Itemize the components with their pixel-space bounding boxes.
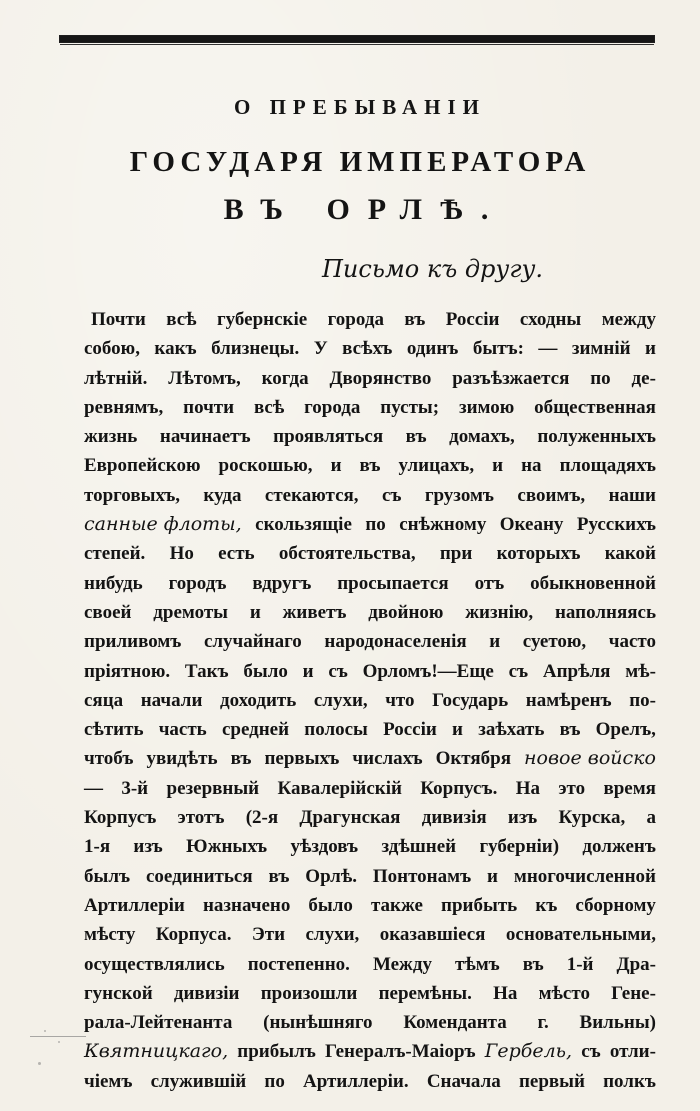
word: городъ [168,572,227,594]
word: Корпуса. [155,924,232,946]
word: торговыхъ, [84,484,181,506]
word: суетою, [522,631,587,653]
word: заѣхать [478,719,545,741]
word: въ [404,309,426,330]
word: своей [84,601,132,623]
paper-speck [58,1041,60,1043]
paper-speck [44,1030,46,1032]
word: бытъ: [472,338,524,360]
word: (2-я [245,807,279,829]
text-line [84,510,656,539]
word: проявляться [273,426,384,448]
word: резервный [166,777,260,799]
text-line [84,451,656,480]
word: степей. [84,543,146,565]
text-line [84,1008,656,1037]
text-line [84,305,656,334]
word: часто [608,631,656,653]
word: г. [537,1012,549,1034]
word: первый [518,1070,585,1092]
word: Коменданта [403,1012,507,1034]
word: слухи, [313,689,368,711]
word: перемѣны. [378,982,472,1004]
word: прибыть [441,894,518,916]
word: Такъ [184,660,229,682]
text-line [84,891,656,920]
word: съ [581,1041,601,1063]
word: и [492,455,504,477]
text-line [84,539,656,568]
word: намѣренъ [525,689,612,711]
word: (нынѣшняго [263,1012,373,1034]
word: въ [559,719,581,741]
word: когда [261,367,309,389]
word: живетъ [282,601,347,623]
word: и [302,660,314,682]
word: а [646,807,656,829]
word: и [249,601,261,623]
word: Лѣтомъ, [168,367,241,389]
paper-speck [38,1062,41,1065]
word: стекаются, [264,484,359,506]
word: увидѣть [146,748,218,770]
margin-mark [30,1036,86,1037]
word: сѣтить [84,719,144,741]
word: зимою [458,396,515,418]
word: нибудь [84,572,143,594]
word: первыхъ [264,748,340,770]
word: этотъ [177,807,225,829]
word: какъ [154,338,197,360]
word: — [84,777,103,799]
word: города [304,396,361,418]
word: жизнь [84,426,138,448]
word: Южныхъ [186,836,268,858]
word: сборному [575,894,656,916]
word: Между [372,953,432,975]
word: было [243,660,288,682]
word: оказавшіеся [379,924,486,946]
text-line [84,393,656,422]
word: двойною [368,601,444,623]
text-line [84,627,656,656]
word: На [515,777,540,799]
word: долженъ [582,836,656,858]
word: роскошью, [218,455,313,477]
word: обстоятельства, [278,543,416,565]
word: мѣсто [538,982,590,1004]
word: де- [631,367,656,389]
text-line [84,803,656,832]
word: къ [535,894,558,916]
word: съ [328,660,348,682]
word: Эти [251,924,286,946]
text-line [84,862,656,891]
word: Россіи [445,309,500,330]
word: наполняясь [554,601,656,623]
word: У [313,338,328,360]
text-line [84,569,656,598]
word: губерніи) [479,836,560,858]
word: рала-Лейтенанта [84,1012,233,1034]
word: обыкновенной [530,572,656,594]
text-line [84,715,656,744]
word: собою, [84,338,140,360]
word: Кавалерійскій [277,777,402,799]
word: Драгунская [299,807,401,829]
word: съ [508,660,529,682]
word: Апрѣля [542,660,611,682]
word: полосы [304,719,368,741]
text-line [84,422,656,451]
text-line [84,979,656,1008]
title-line-2: ГОСУДАРЯ ИМПЕРАТОРА [129,146,591,178]
word: Корпусъ. [420,777,498,799]
word: что [385,689,415,711]
word: — [538,338,558,360]
word: и [645,338,656,360]
word: между [601,309,656,330]
word: начинаетъ [159,426,251,448]
word: назначено [202,894,291,916]
word: всѣ [253,396,285,418]
word: мѣсту [84,924,136,946]
word: своимъ, [517,484,586,506]
word: при [439,543,473,565]
word: въ [405,426,427,448]
text-line [84,832,656,861]
word: дремоты [153,601,229,623]
text-line [84,481,656,510]
word: Орлѣ. [305,865,357,887]
word: отъ [474,572,505,594]
word: и [330,455,342,477]
word: Артиллеріи [84,894,185,916]
word: Квятницкаго, [84,1040,229,1063]
word: здѣшней [381,836,457,858]
word: и [489,631,501,653]
word: Русскихъ [576,514,656,536]
word: губернскіе [217,309,308,330]
word: время [603,777,656,799]
word: 3-й [121,777,149,799]
word: какой [604,543,656,565]
word: грузомъ [424,484,494,506]
word: просыпается [337,572,449,594]
word: Орелъ, [595,719,656,741]
word: скользящіе [255,514,352,536]
word: близнецы. [211,338,300,360]
body-text [84,305,656,1096]
word: которыхъ [496,543,581,565]
text-line [84,686,656,715]
word: Сначала [426,1070,501,1092]
word: многочисленной [513,865,656,887]
word: На [493,982,518,1004]
text-line [84,774,656,803]
word: всѣхъ [342,338,393,360]
word: прибылъ [237,1041,316,1063]
text-line [84,1067,656,1096]
word: снѣжному [399,514,487,536]
word: Дра- [616,953,656,975]
word: Понтонамъ [372,865,472,887]
word: служившій [150,1070,247,1092]
word: постепенно. [247,953,350,975]
word: тѣмъ [454,953,500,975]
word: и [487,865,498,887]
text-line [84,657,656,686]
text-line [84,1037,656,1066]
word: Курска, [558,807,626,829]
word: соединиться [145,865,253,887]
text-line [84,364,656,393]
word: Корпусъ [84,807,157,829]
word: чтобъ [84,748,134,770]
word: города [327,309,384,330]
word: разъѣзжается [452,367,570,389]
word: зимній [571,338,631,360]
word: Океану [499,514,564,536]
word: основательными, [505,924,656,946]
word: сходны [519,309,582,330]
subtitle: Письмо къ другу. [322,255,544,283]
word: отли- [609,1041,656,1063]
word: Гене- [611,982,656,1004]
word: почти [183,396,235,418]
word: куда [203,484,242,506]
word: мѣ- [625,660,656,682]
word: въ [522,953,544,975]
title-line-1: О ПРЕБЫВАНІИ [234,95,486,119]
word: средней [221,719,290,741]
word: Артиллеріи. [303,1070,409,1092]
word: Дворянство [329,367,432,389]
word: изъ [133,836,163,858]
word: Европейскою [84,455,201,477]
word: по [365,514,386,536]
word: въ [268,865,290,887]
word: доходить [219,689,297,711]
word: пусты; [380,396,440,418]
word: Гербель, [484,1040,573,1063]
word: дивизія [421,807,487,829]
word: улицахъ, [398,455,475,477]
word: случайнаго [203,631,302,653]
word: по- [629,689,656,711]
text-line [84,744,656,773]
word: произошли [260,982,358,1004]
word: изъ [507,807,538,829]
text-line [84,334,656,363]
word: 1-й [566,953,594,975]
text-line [84,920,656,949]
word: Россіи [383,719,437,741]
title-line-3: ВЪ ОРЛѢ. [223,193,507,226]
word: санные флоты, [84,513,242,536]
word: Но [169,543,194,565]
word: Почти [91,309,146,330]
word: на [521,455,542,477]
word: часть [158,719,207,741]
word: вдругъ [252,572,312,594]
word: полкъ [603,1070,656,1092]
word: домахъ, [449,426,515,448]
text-line [84,950,656,979]
word: по [590,367,611,389]
word: всѣ [166,309,197,330]
word: и [452,719,463,741]
word: одинъ [406,338,459,360]
word: начали [140,689,203,711]
word: лѣтній. [84,367,148,389]
word: наши [608,484,656,506]
word: жизнію, [465,601,534,623]
word: гунской [84,982,153,1004]
word: осуществлялись [84,953,225,975]
word: былъ [84,865,131,887]
word: пріятною. [84,660,171,682]
word: приливомъ [84,631,182,653]
word: площадяхъ [559,455,656,477]
word: слухи, [305,924,360,946]
word: общественная [534,396,656,418]
top-rule-divider [60,36,654,42]
word: Вильны) [579,1012,656,1034]
word: въ [359,455,381,477]
word: Октября [435,748,511,770]
word: Генералъ-Маіоръ [324,1041,476,1063]
word: 1-я [84,836,111,858]
word: по [264,1070,285,1092]
word: это [558,777,586,799]
word: чіемъ [84,1070,133,1092]
text-line [84,598,656,627]
word: уѣздовъ [290,836,359,858]
word: народонаселенія [324,631,467,653]
word: полуженныхъ [537,426,656,448]
word: съ [381,484,402,506]
word: дивизіи [173,982,240,1004]
word: также [370,894,423,916]
word: Государь [432,689,509,711]
word: ревнямъ, [84,396,164,418]
word: числахъ [352,748,423,770]
word: въ [230,748,252,770]
word: сяца [84,689,124,711]
word: новое войско [524,747,656,770]
word: Орломъ!—Еще [362,660,494,682]
word: было [308,894,353,916]
word: есть [218,543,255,565]
